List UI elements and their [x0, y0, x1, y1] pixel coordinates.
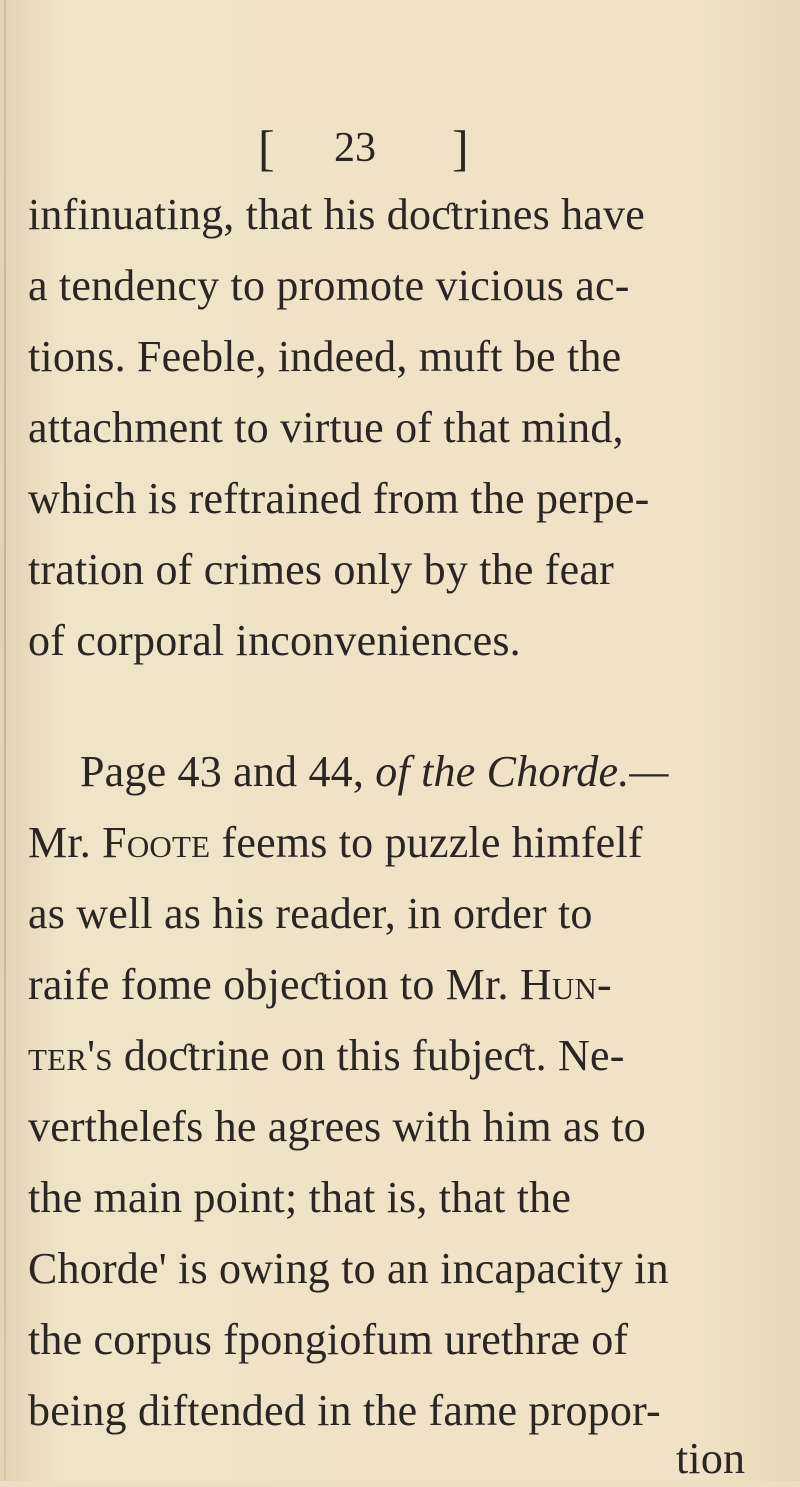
para2-line-7: the main point; that is, that the — [28, 1173, 572, 1222]
para2-line-5-name: ter's — [28, 1031, 113, 1080]
para2-line-3: as well as his reader, in order to — [28, 889, 593, 938]
catchword: tion — [676, 1434, 746, 1483]
page-gutter-edge — [4, 0, 6, 1481]
para2-line-10: being diftended in the fame propor- — [28, 1386, 661, 1435]
text-line-7: of corporal inconveniences. — [28, 616, 521, 665]
para2-line-4-pre: raife fome objeƈtion to Mr. — [28, 960, 520, 1009]
text-line-2: a tendency to promote vicious ac- — [28, 261, 630, 310]
para2-line-1-italic: of the Chorde.— — [375, 747, 669, 796]
para2-line-5 — [28, 1028, 625, 1084]
para2-line-1-text: Page 43 and 44, — [80, 747, 376, 796]
para2-line-4-name: Hun- — [519, 960, 612, 1009]
para2-line-2-post: feems to puzzle himfelf — [210, 818, 643, 867]
page-header — [0, 118, 800, 178]
text-line-4: attachment to virtue of that mind, — [28, 403, 624, 452]
para2-line-9: the corpus fpongiofum urethræ of — [28, 1315, 629, 1364]
text-line-1: infinuating, that his doƈtrines have — [28, 190, 645, 239]
para2-line-4 — [28, 957, 612, 1013]
para2-line-8: Chorde' is owing to an incapacity in — [28, 1244, 669, 1293]
page-number: 23 — [334, 125, 376, 171]
para2-line-6: verthelefs he agrees with him as to — [28, 1102, 646, 1151]
header-bracket-close: ] — [452, 120, 469, 176]
para2-line-2 — [28, 815, 643, 871]
header-bracket-open: [ — [258, 120, 275, 176]
para2-line-1 — [80, 744, 669, 800]
text-line-3: tions. Feeble, indeed, muft be the — [28, 332, 622, 381]
para2-line-5-post: doƈtrine on this fubjeƈt. Ne- — [112, 1031, 625, 1080]
para2-line-2-name: Foote — [102, 818, 211, 867]
para2-line-2-pre: Mr. — [28, 818, 103, 867]
text-line-5: which is reftrained from the perpe- — [28, 474, 650, 523]
text-line-6: tration of crimes only by the fear — [28, 545, 614, 594]
